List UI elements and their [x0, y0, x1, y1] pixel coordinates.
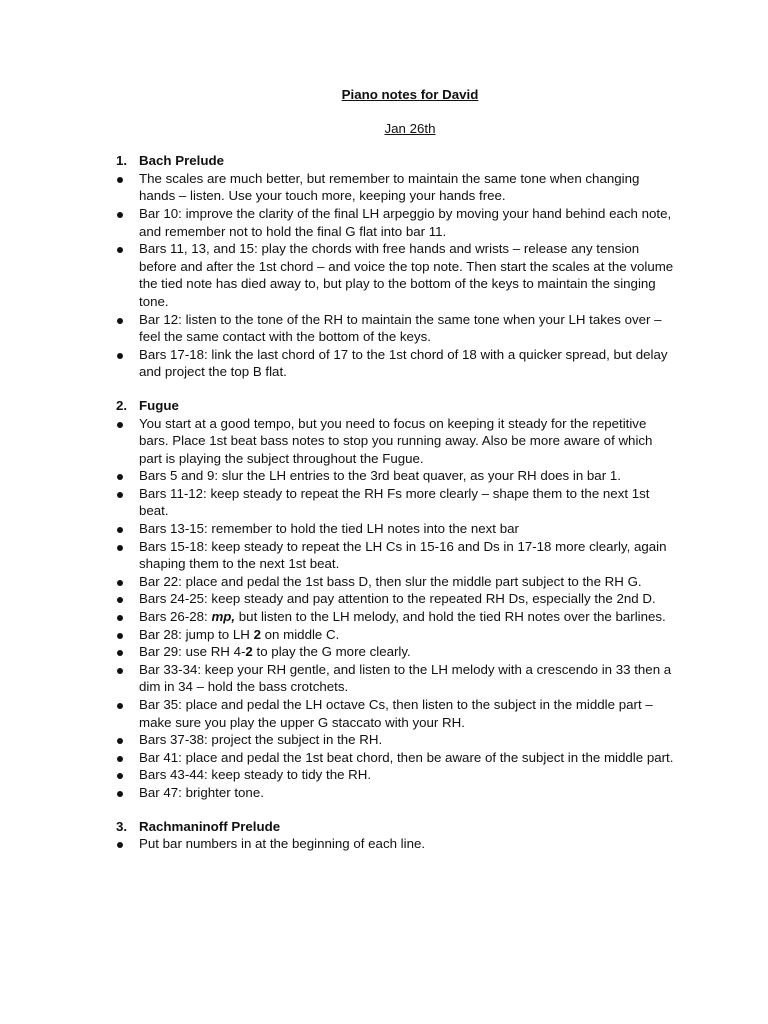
item-text: Bars 5 and 9: slur the LH entries to the 3rd beat quaver, as your RH does in bar 1. [139, 468, 621, 484]
list-item [112, 731, 678, 749]
notes-section [112, 152, 678, 381]
list-item [112, 311, 678, 346]
section-heading [112, 397, 678, 415]
document-date: Jan 26th [384, 120, 436, 136]
list-item [112, 573, 678, 591]
bullet-icon [117, 597, 123, 603]
item-text: Bar 22: place and pedal the 1st bass D, then slur the middle part subject to the RH G. [139, 573, 642, 589]
list-item [112, 590, 678, 608]
list-item [112, 538, 678, 573]
bullet-list [112, 835, 678, 853]
section-title: Bach Prelude [139, 153, 224, 169]
item-text: but listen to the LH melody, and hold the tied RH notes over the barlines. [235, 609, 666, 625]
item-text: on middle C. [260, 626, 340, 642]
section-heading [112, 152, 678, 170]
item-text: Bars 26-28: [139, 609, 212, 625]
item-text: to play the G more clearly. [252, 644, 411, 660]
item-text: Bar 12: listen to the tone of the RH to maintain the same tone when your LH takes over – feel the same contact with the bottom of the keys. [139, 311, 662, 345]
bullet-icon [117, 527, 123, 533]
list-item [112, 415, 678, 468]
list-item [112, 608, 678, 626]
bullet-icon [117, 633, 123, 639]
bullet-icon [117, 247, 123, 253]
item-text: Bar 33-34: keep your RH gentle, and listen to the LH melody with a crescendo in 33 then a dim in 34 – hold the bass crotchets. [139, 661, 672, 695]
item-text: Bars 37-38: project the subject in the RH. [139, 732, 383, 748]
bullet-icon [117, 422, 123, 428]
item-text: 2 [245, 644, 253, 660]
bullet-list [112, 415, 678, 802]
list-item [112, 346, 678, 381]
item-text: The scales are much better, but remember to maintain the same tone when changing hands – listen. Use your touch more, keeping your hands free. [139, 170, 640, 204]
item-text: Bars 15-18: keep steady to repeat the LH Cs in 15-16 and Ds in 17-18 more clearly, again shaping them to the next 1st beat. [139, 538, 667, 572]
section-number: 1. [116, 153, 128, 169]
bullet-icon [117, 756, 123, 762]
item-text: Bars 11, 13, and 15: play the chords with free hands and wrists – release any tension before and after the 1st chord – and voice the top note. Then start the scales at the volume the tied note has died away to, but play to the bottom of the keys to maintain the singing tone. [139, 241, 674, 309]
bullet-list [112, 170, 678, 381]
list-item [112, 240, 678, 310]
section-number: 3. [116, 818, 128, 834]
item-text: Bars 17-18: link the last chord of 17 to the 1st chord of 18 with a quicker spread, but delay and project the top B flat. [139, 346, 668, 380]
list-item [112, 485, 678, 520]
bullet-icon [117, 353, 123, 359]
item-text: mp, [211, 609, 236, 625]
list-item [112, 643, 678, 661]
bullet-icon [117, 492, 123, 498]
item-text: Bar 41: place and pedal the 1st beat chord, then be aware of the subject in the middle part. [139, 749, 674, 765]
bullet-icon [117, 703, 123, 709]
bullet-icon [117, 738, 123, 744]
list-item [112, 784, 678, 802]
list-item [112, 835, 678, 853]
list-item [112, 467, 678, 485]
list-item [112, 170, 678, 205]
bullet-icon [117, 668, 123, 674]
bullet-icon [117, 177, 123, 183]
notes-section [112, 818, 678, 853]
item-text: Bars 11-12: keep steady to repeat the RH Fs more clearly – shape them to the next 1st beat. [139, 485, 650, 519]
bullet-icon [117, 545, 123, 551]
list-item [112, 520, 678, 538]
list-item [112, 696, 678, 731]
bullet-icon [117, 212, 123, 218]
bullet-icon [117, 650, 123, 656]
item-text: Bars 13-15: remember to hold the tied LH notes into the next bar [139, 521, 519, 537]
list-item [112, 626, 678, 644]
item-text: You start at a good tempo, but you need to focus on keeping it steady for the repetitive bars. Place 1st beat bass notes to stop you running away. Also be more aware of which part is playing the subject throughout the Fugue. [139, 415, 653, 466]
document-title: Piano notes for David [341, 87, 479, 102]
list-item [112, 661, 678, 696]
item-text: Bars 24-25: keep steady and pay attention to the repeated RH Ds, especially the 2nd D. [139, 591, 656, 607]
item-text: Bar 29: use RH 4- [139, 644, 246, 660]
list-item [112, 766, 678, 784]
section-number: 2. [116, 397, 128, 413]
section-title: Rachmaninoff Prelude [139, 818, 281, 834]
section-title: Fugue [139, 397, 179, 413]
list-item [112, 749, 678, 767]
item-text: Bar 10: improve the clarity of the final LH arpeggio by moving your hand behind each note, and remember not to hold the final G flat into bar 11. [139, 205, 672, 239]
bullet-icon [117, 773, 123, 779]
bullet-icon [117, 580, 123, 586]
item-text: Bar 47: brighter tone. [139, 784, 264, 800]
notes-section [112, 397, 678, 802]
bullet-icon [117, 842, 123, 848]
bullet-icon [117, 791, 123, 797]
bullet-icon [117, 318, 123, 324]
list-item [112, 205, 678, 240]
notes-sections [112, 152, 678, 853]
item-text: Bar 35: place and pedal the LH octave Cs, then listen to the subject in the middle part – make sure you play the upper G staccato with your RH. [139, 697, 653, 730]
item-text: Put bar numbers in at the beginning of each line. [139, 836, 426, 852]
item-text: Bars 43-44: keep steady to tidy the RH. [139, 767, 372, 783]
item-text: 2 [253, 626, 261, 642]
item-text: Bar 28: jump to LH [139, 626, 254, 642]
bullet-icon [117, 615, 123, 621]
bullet-icon [117, 474, 123, 480]
section-heading [112, 818, 678, 836]
